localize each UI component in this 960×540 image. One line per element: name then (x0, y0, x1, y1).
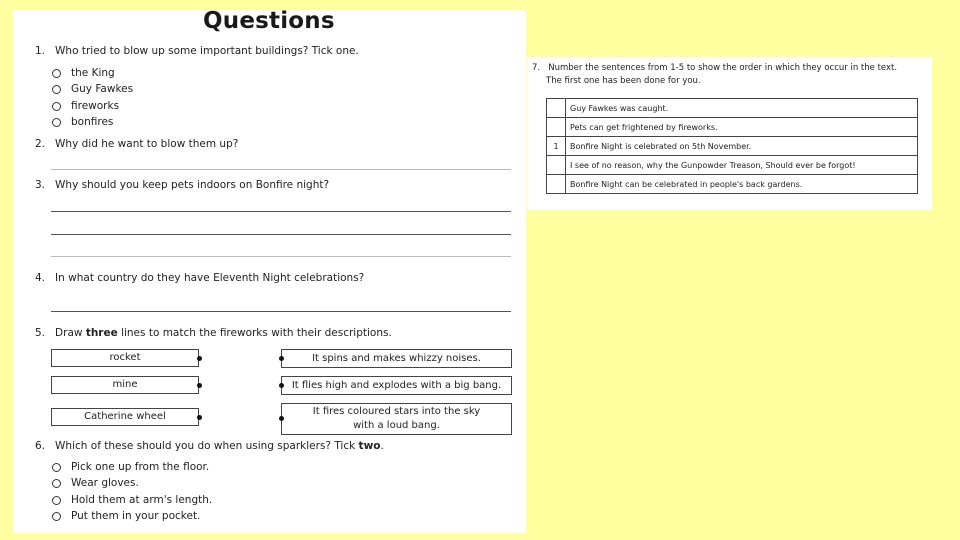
sentence-cell: Bonfire Night can be celebrated in people's back gardens. (566, 175, 918, 194)
worksheet-page-right (527, 57, 932, 210)
question-6 (35, 440, 384, 452)
question-7-text: Number the sentences from 1-5 to show the order in which they occur in the text. (548, 63, 898, 73)
description-box-flies-high: It flies high and explodes with a big bang. (281, 376, 512, 395)
question-3-number: 3. (35, 179, 46, 191)
question-5-number: 5. (35, 327, 46, 339)
question-4 (35, 272, 364, 284)
q1-option-4-label: bonfires (71, 116, 114, 128)
q1-option-2-checkbox[interactable] (52, 85, 61, 94)
order-number-cell[interactable]: 1 (547, 137, 566, 156)
description-coloured-stars-line-2: with a loud bang. (353, 420, 440, 431)
q6-option-4-checkbox[interactable] (52, 512, 61, 521)
question-1 (35, 45, 359, 57)
q6-option-4-label: Put them in your pocket. (71, 510, 201, 522)
worksheet-page-left (13, 10, 526, 533)
question-7-number: 7. (532, 63, 541, 73)
match-dot-mine[interactable] (197, 383, 202, 388)
order-number-cell[interactable] (547, 175, 566, 194)
table-row (547, 156, 918, 175)
q3-answer-line-2[interactable] (51, 234, 511, 235)
question-5-text-before: Draw (55, 327, 86, 339)
match-dot-coloured-stars[interactable] (279, 416, 284, 421)
question-7-line-2: The first one has been done for you. (546, 76, 701, 86)
q6-option-3-checkbox[interactable] (52, 496, 61, 505)
table-row (547, 175, 918, 194)
question-3 (35, 179, 329, 191)
q1-option-1-label: the King (71, 67, 115, 79)
question-7-line-1 (532, 63, 897, 73)
order-number-cell[interactable] (547, 99, 566, 118)
q1-option-1-checkbox[interactable] (52, 69, 61, 78)
question-4-text: In what country do they have Eleventh Night celebrations? (55, 272, 365, 284)
question-5 (35, 327, 392, 339)
match-dot-flies-high[interactable] (279, 383, 284, 388)
q3-answer-line-3[interactable] (51, 256, 511, 257)
description-box-spins: It spins and makes whizzy noises. (281, 349, 512, 368)
question-4-number: 4. (35, 272, 46, 284)
q6-option-2-label: Wear gloves. (71, 477, 139, 489)
question-2-text: Why did he want to blow them up? (55, 138, 239, 150)
q4-answer-line[interactable] (51, 311, 511, 312)
match-dot-rocket[interactable] (197, 356, 202, 361)
q6-option-2-checkbox[interactable] (52, 479, 61, 488)
q6-option-1-checkbox[interactable] (52, 463, 61, 472)
firework-box-catherine-wheel: Catherine wheel (51, 408, 199, 426)
q6-option-3-label: Hold them at arm's length. (71, 494, 213, 506)
description-box-coloured-stars (281, 403, 512, 435)
sentence-cell: I see of no reason, why the Gunpowder Treason, Should ever be forgot! (566, 156, 918, 175)
q1-option-3-label: fireworks (71, 100, 120, 112)
question-2-number: 2. (35, 138, 46, 150)
firework-box-rocket: rocket (51, 349, 199, 367)
sentence-cell: Bonfire Night is celebrated on 5th November. (566, 137, 918, 156)
firework-box-mine: mine (51, 376, 199, 394)
question-6-number: 6. (35, 440, 46, 452)
order-number-cell[interactable] (547, 118, 566, 137)
question-6-text-after: . (380, 440, 384, 452)
page-title: Questions (203, 8, 335, 34)
q1-option-2-label: Guy Fawkes (71, 83, 134, 95)
sentence-order-table (546, 98, 918, 194)
question-2 (35, 138, 238, 150)
question-5-text-after: lines to match the fireworks with their descriptions. (117, 327, 392, 339)
question-6-text-before: Which of these should you do when using sparklers? Tick (55, 440, 359, 452)
table-row (547, 137, 918, 156)
order-number-cell[interactable] (547, 156, 566, 175)
table-row (547, 99, 918, 118)
sentence-cell: Guy Fawkes was caught. (566, 99, 918, 118)
q3-answer-line-1[interactable] (51, 211, 511, 212)
q1-option-4-checkbox[interactable] (52, 118, 61, 127)
question-1-text: Who tried to blow up some important buildings? Tick one. (55, 45, 359, 57)
q6-option-1-label: Pick one up from the floor. (71, 461, 210, 473)
match-dot-catherine-wheel[interactable] (197, 415, 202, 420)
question-5-text-bold: three (85, 327, 118, 339)
q1-option-3-checkbox[interactable] (52, 102, 61, 111)
question-3-text: Why should you keep pets indoors on Bonfire night? (55, 179, 330, 191)
q2-answer-line[interactable] (51, 169, 511, 170)
sentence-cell: Pets can get frightened by fireworks. (566, 118, 918, 137)
match-dot-spins[interactable] (279, 356, 284, 361)
question-1-number: 1. (35, 45, 46, 57)
table-row (547, 118, 918, 137)
description-coloured-stars-line-1: It fires coloured stars into the sky (312, 406, 481, 417)
question-6-text-bold: two (358, 440, 381, 452)
